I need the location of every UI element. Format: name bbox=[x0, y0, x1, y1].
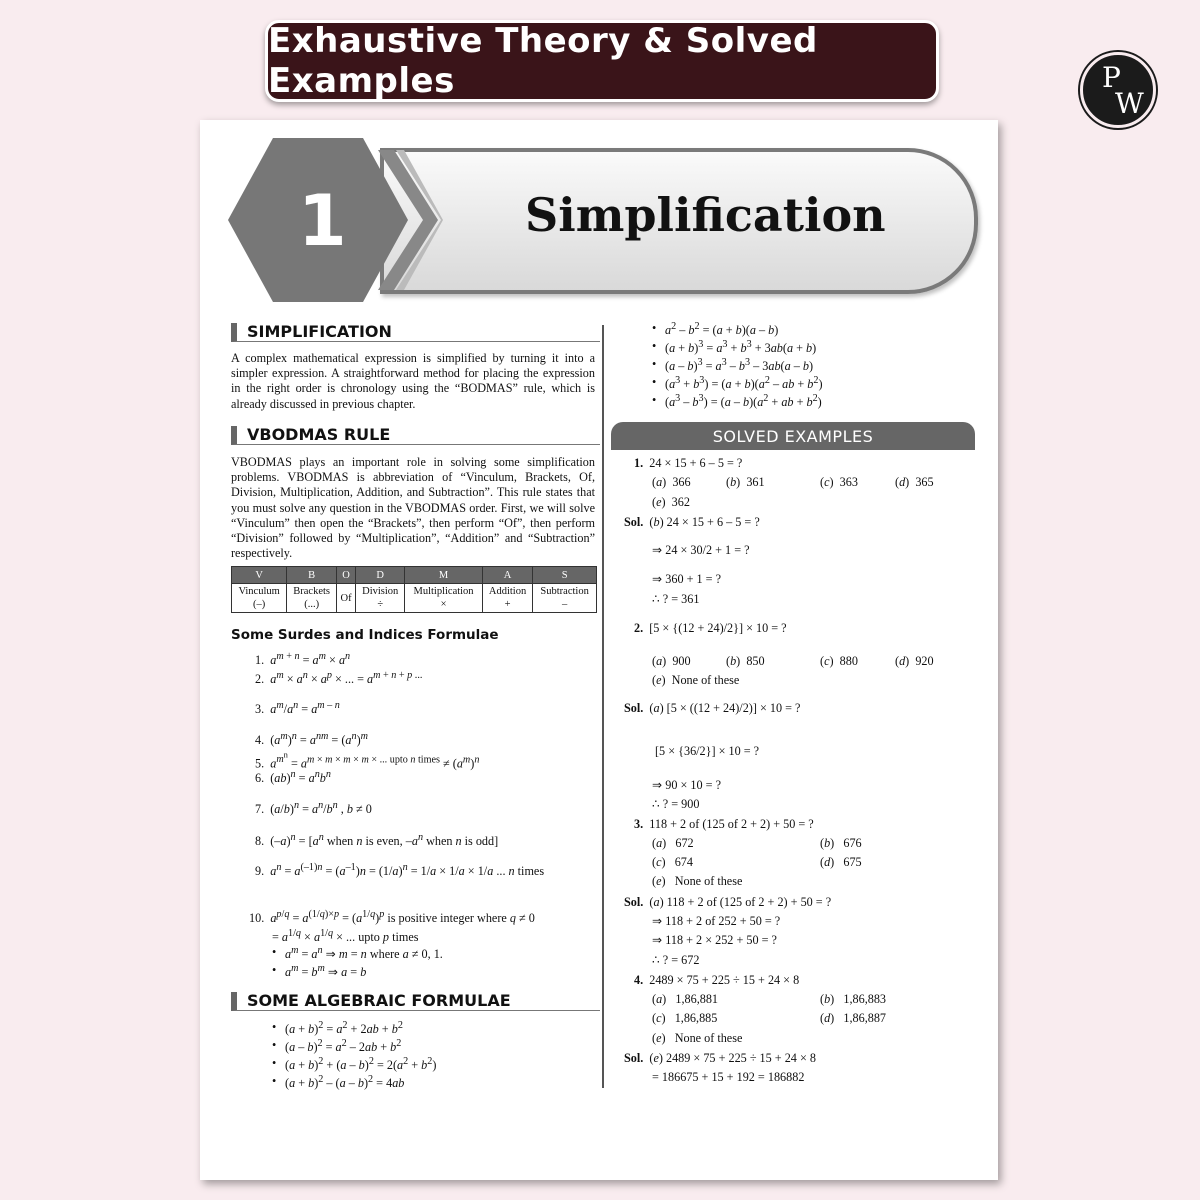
table-letter: B bbox=[287, 567, 337, 584]
algebra-formula: • $(a + b)^2 - (a - b)^2 = 4ab$ bbox=[285, 1074, 404, 1091]
q1-options: (d) 365 bbox=[895, 475, 934, 489]
question-1: 1. 24 × 15 + 6 – 5 = ? bbox=[634, 456, 743, 470]
q4-options: (b) 1,86,883 bbox=[820, 992, 887, 1006]
table-letter: A bbox=[482, 567, 532, 584]
table-cell: Multiplication × bbox=[405, 584, 483, 613]
q4-options: (c) 1,86,885 bbox=[652, 1011, 718, 1025]
q3-options: (d) 675 bbox=[820, 855, 862, 869]
q3-options: (c) 674 bbox=[652, 855, 693, 869]
q1-options: (e) 362 bbox=[652, 495, 690, 509]
logo-letter-p: P bbox=[1102, 61, 1121, 94]
chapter-title: Simplification bbox=[525, 188, 886, 242]
q2-options: (e) None of these bbox=[652, 673, 740, 687]
table-cell: Addition + bbox=[482, 584, 532, 613]
top-banner bbox=[265, 20, 939, 102]
logo-letter-w: W bbox=[1115, 87, 1144, 120]
algebra-formula: • $(a - b)^3 = a^3 - b^3 - 3ab(a - b)$ bbox=[665, 357, 813, 374]
question-2: 2. [5 × {(12 + 24)/2}] × 10 = ? bbox=[634, 621, 787, 635]
heading-vbodmas: VBODMAS RULE bbox=[231, 426, 600, 445]
table-cell: Of bbox=[337, 584, 356, 613]
solution-3-step: ⇒ 118 + 2 of 252 + 50 = ? bbox=[652, 914, 781, 928]
algebra-formula: • $(a + b)^2 = a^2 + 2ab + b^2$ bbox=[285, 1020, 403, 1037]
solution-1-step: ⇒ 24 × 30/2 + 1 = ? bbox=[652, 543, 750, 557]
table-letter: M bbox=[405, 567, 483, 584]
formula-8: 8. $(-a)^n = [a^n$ when n is even, $-a^n$ when n is odd] bbox=[255, 832, 499, 849]
q2-options: (a) 900 bbox=[652, 654, 691, 668]
q3-options: (b) 676 bbox=[820, 836, 862, 850]
table-letter: O bbox=[337, 567, 356, 584]
formula-5: 5. $a^{m^n} = a^{m \times m \times m \times m \times ... upto n times} \ne (a^m)^n$ bbox=[255, 750, 480, 771]
solution-2: Sol. (a) [5 × ((12 + 24)/2)] × 10 = ? bbox=[624, 701, 801, 715]
solution-2-step: ∴ ? = 900 bbox=[652, 797, 700, 811]
q1-options: (c) 363 bbox=[820, 475, 858, 489]
table-letter: V bbox=[232, 567, 287, 584]
solution-3: Sol. (a) 118 + 2 of (125 of 2 + 2) + 50 = ? bbox=[624, 895, 832, 909]
algebra-formula: • $a^2 - b^2 = (a + b)(a - b)$ bbox=[665, 321, 778, 338]
formula-bullet: • $a^m = b^m$ ⇒ a = b bbox=[285, 963, 366, 980]
formula-10-cont: = $a^{1/q} \times a^{1/q}$ × ... upto p times bbox=[272, 928, 419, 945]
q4-options: (a) 1,86,881 bbox=[652, 992, 719, 1006]
solution-3-step: ⇒ 118 + 2 × 252 + 50 = ? bbox=[652, 933, 777, 947]
solution-4-step: = 186675 + 15 + 192 = 186882 bbox=[652, 1070, 805, 1084]
formula-3: 3. $a^m/a^n = a^{m - n}$ bbox=[255, 700, 340, 717]
q4-options: (d) 1,86,887 bbox=[820, 1011, 887, 1025]
q1-options: (a) 366 bbox=[652, 475, 691, 489]
q2-options: (d) 920 bbox=[895, 654, 934, 668]
formula-bullet: • $a^m = a^n$ ⇒ m = n where a ≠ 0, 1. bbox=[285, 945, 443, 962]
solution-1-step: ∴ ? = 361 bbox=[652, 592, 700, 606]
algebra-formula: • $(a + b)^3 = a^3 + b^3 + 3ab(a + b)$ bbox=[665, 339, 816, 356]
formula-9: 9. $a^n = a^{(-1)n} = (a^{-1})n = (1/a)^n = 1/a \times 1/a \times 1/a$ ... n times bbox=[255, 862, 545, 879]
heading-surds: Some Surdes and Indices Formulae bbox=[231, 627, 499, 643]
q3-options: (a) 672 bbox=[652, 836, 694, 850]
heading-simplification: SIMPLIFICATION bbox=[231, 323, 600, 342]
column-divider bbox=[602, 325, 604, 1088]
pw-logo bbox=[1080, 52, 1156, 128]
algebra-formula: • $(a^3 + b^3) = (a + b)(a^2$ – ab + $b^2$) bbox=[665, 375, 823, 392]
question-4: 4. 2489 × 75 + 225 ÷ 15 + 24 × 8 bbox=[634, 973, 800, 987]
solution-2-step: ⇒ 90 × 10 = ? bbox=[652, 778, 721, 792]
solved-examples-header: SOLVED EXAMPLES bbox=[611, 422, 975, 450]
solution-3-step: ∴ ? = 672 bbox=[652, 953, 700, 967]
algebra-formula: • $(a - b)^2 = a^2 - 2ab + b^2$ bbox=[285, 1038, 401, 1055]
formula-1: 1. $a^{m + n} = a^m \times a^n$ bbox=[255, 651, 351, 668]
formula-7: 7. $(a/b)^n = a^n/b^n$ , b ≠ 0 bbox=[255, 800, 372, 817]
simplification-text: A complex mathematical expression is simplified by turning it into a simpler expression. A straightforward method for placing the expression in the right order is chronology using the “BODMAS” rule, which is already discussed in previous chapter. bbox=[231, 351, 595, 411]
solution-1: Sol. (b) 24 × 15 + 6 – 5 = ? bbox=[624, 515, 760, 529]
q4-options: (e) None of these bbox=[652, 1031, 743, 1045]
algebra-formula: • $(a^3 - b^3) = (a - b)(a^2$ + ab + $b^2$) bbox=[665, 393, 822, 410]
table-cell: Division ÷ bbox=[356, 584, 405, 613]
banner-title: Exhaustive Theory & Solved Examples bbox=[268, 21, 818, 101]
question-3: 3. 118 + 2 of (125 of 2 + 2) + 50 = ? bbox=[634, 817, 814, 831]
chapter-number: 1 bbox=[298, 180, 347, 262]
q2-options: (b) 850 bbox=[726, 654, 765, 668]
solution-4: Sol. (e) 2489 × 75 + 225 ÷ 15 + 24 × 8 bbox=[624, 1051, 816, 1065]
solution-1-step: ⇒ 360 + 1 = ? bbox=[652, 572, 721, 586]
table-letter: D bbox=[356, 567, 405, 584]
algebra-formula: • $(a + b)^2 + (a - b)^2 = 2(a^2 + b^2)$ bbox=[285, 1056, 436, 1073]
table-cell: Subtraction – bbox=[533, 584, 597, 613]
table-letter: S bbox=[533, 567, 597, 584]
formula-10: 10. $a^{p/q} = a^{(1/q)\times p} = (a^{1/q})^p$ is positive integer where q ≠ 0 bbox=[249, 909, 535, 926]
vbodmas-text: VBODMAS plays an important role in solving some simplification problems. VBODMAS is abbreviation of “Vinculum, Brackets, Of, Division, Multiplication, Addition, and Subtraction”. This rule states that you must solve any question in the VBODMAS order. First, we will solve “Vinculum” then open the “Brackets”, then perform “Of”, then perform “Division” followed by “Multiplication”, “Addition” and “Subtraction” respectively. bbox=[231, 455, 595, 561]
formula-4: 4. $(a^m)^n = a^{nm} = (a^n)^m$ bbox=[255, 731, 368, 748]
q2-options: (c) 880 bbox=[820, 654, 858, 668]
table-cell: Brackets (...) bbox=[287, 584, 337, 613]
solution-2-step: [5 × {36/2}] × 10 = ? bbox=[655, 744, 760, 758]
formula-2: 2. $a^m \times a^n \times a^p$ × ... = $a^{m + n + p ...}$ bbox=[255, 670, 423, 687]
q3-options: (e) None of these bbox=[652, 874, 743, 888]
vbodmas-table bbox=[231, 566, 597, 613]
table-cell: Vinculum (–) bbox=[232, 584, 287, 613]
q1-options: (b) 361 bbox=[726, 475, 765, 489]
formula-6: 6. $(ab)^n = a^nb^n$ bbox=[255, 769, 331, 786]
heading-algebraic: SOME ALGEBRAIC FORMULAE bbox=[231, 992, 600, 1011]
